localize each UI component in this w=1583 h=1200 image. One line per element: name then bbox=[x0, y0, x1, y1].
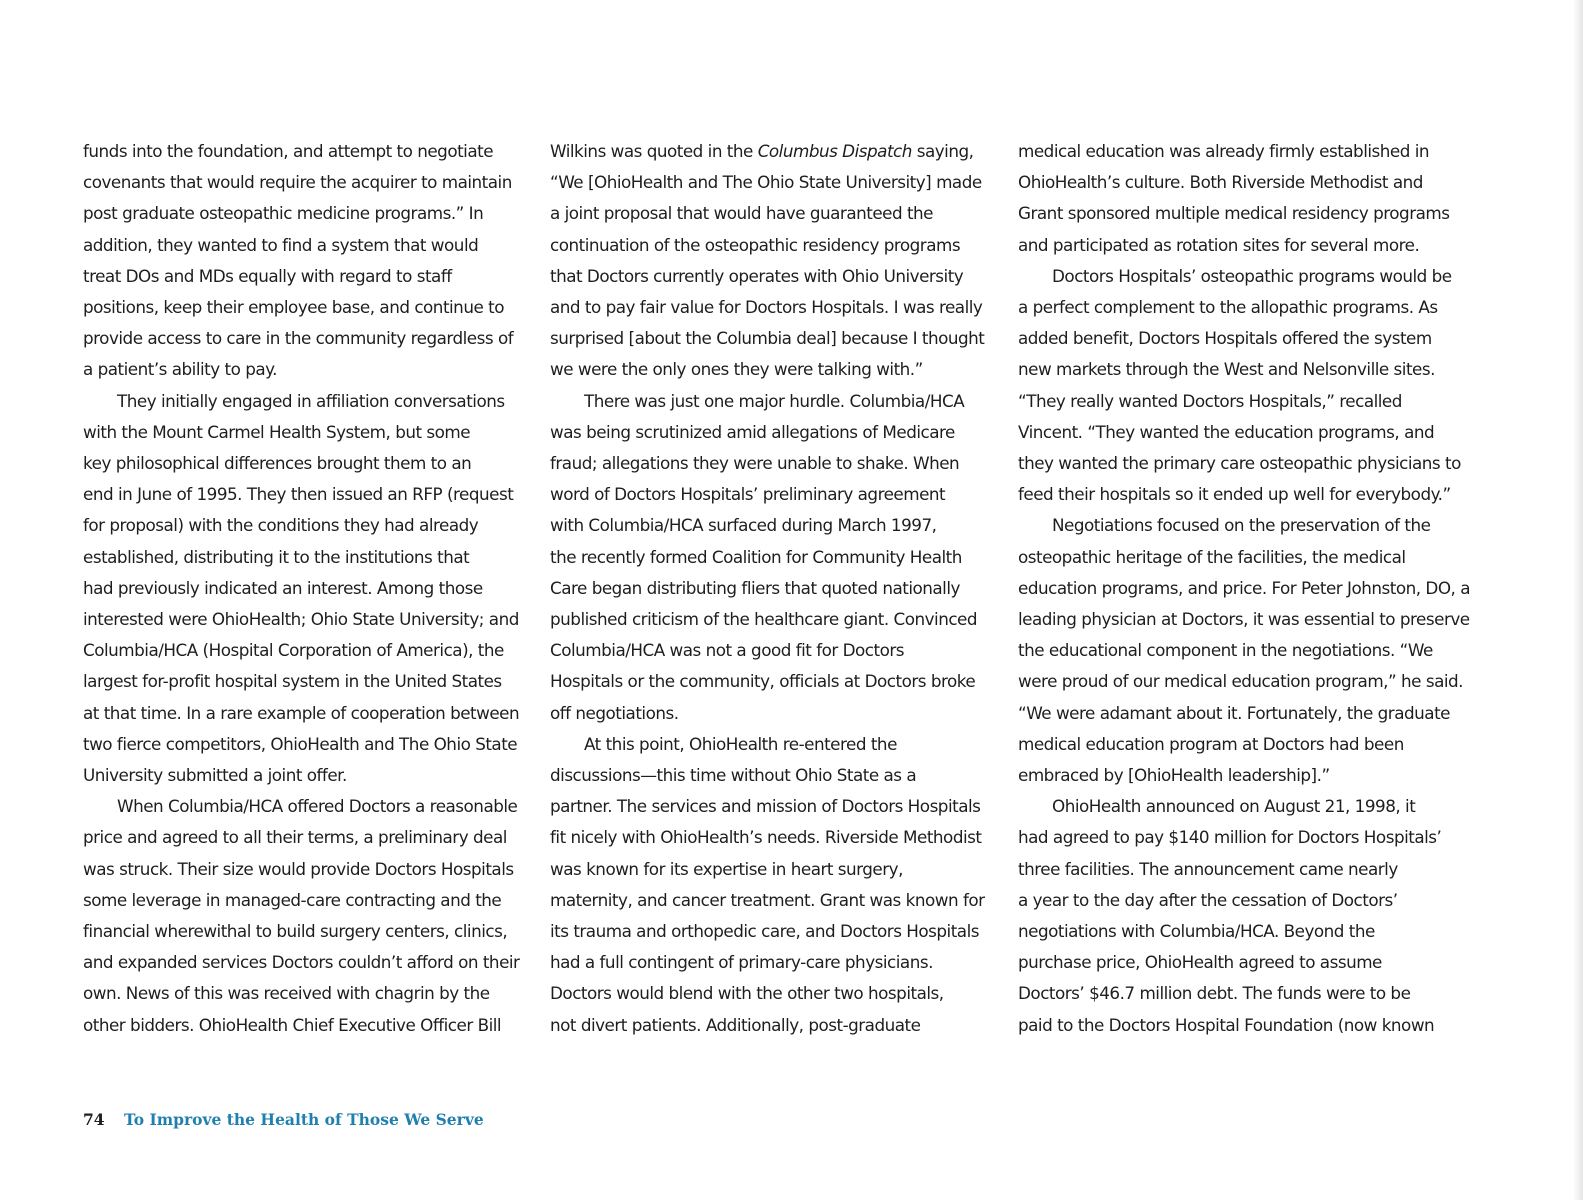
text-line: a year to the day after the cessation of Doctors’ bbox=[1018, 889, 1398, 910]
text-line: published criticism of the healthcare giant. Convinced bbox=[550, 609, 978, 630]
text-line: University submitted a joint offer. bbox=[83, 765, 347, 786]
text-line: the educational component in the negotiations. “We bbox=[1018, 640, 1433, 661]
text-line: was being scrutinized amid allegations of Medicare bbox=[550, 421, 955, 442]
text-fragment: saying, bbox=[911, 141, 974, 161]
text-line: OhioHealth’s culture. Both Riverside Methodist and bbox=[1018, 172, 1423, 193]
text-line: and to pay fair value for Doctors Hospitals. I was really bbox=[550, 297, 983, 318]
text-column-1 bbox=[83, 136, 528, 1041]
text-line: Vincent. “They wanted the education programs, and bbox=[1018, 421, 1435, 442]
text-fragment: Wilkins was quoted in the bbox=[550, 141, 758, 161]
text-line: fraud; allegations they were unable to shake. When bbox=[550, 453, 960, 474]
text-line: provide access to care in the community regardless of bbox=[83, 328, 514, 349]
text-line: Care began distributing fliers that quoted nationally bbox=[550, 577, 960, 598]
text-line: “They really wanted Doctors Hospitals,” recalled bbox=[1018, 390, 1402, 411]
text-line: Negotiations focused on the preservation of the bbox=[1052, 515, 1431, 536]
text-line: Doctors would blend with the other two hospitals, bbox=[550, 983, 944, 1004]
text-line: surprised [about the Columbia deal] because I thought bbox=[550, 328, 985, 349]
text-line: feed their hospitals so it ended up well for everybody.” bbox=[1018, 484, 1451, 505]
text-line: and participated as rotation sites for several more. bbox=[1018, 234, 1420, 255]
text-line: At this point, OhioHealth re-entered the bbox=[584, 733, 897, 754]
text-line: They initially engaged in affiliation conversations bbox=[117, 390, 505, 411]
text-line: at that time. In a rare example of cooperation between bbox=[83, 702, 520, 723]
page-edge-shadow bbox=[1573, 0, 1583, 1200]
text-line: Columbia/HCA (Hospital Corporation of America), the bbox=[83, 640, 504, 661]
text-line: leading physician at Doctors, it was essential to preserve bbox=[1018, 609, 1470, 630]
text-line: was struck. Their size would provide Doctors Hospitals bbox=[83, 858, 514, 879]
text-line: new markets through the West and Nelsonville sites. bbox=[1018, 359, 1435, 380]
text-line: a patient’s ability to pay. bbox=[83, 359, 278, 380]
text-line: medical education was already firmly established in bbox=[1018, 141, 1430, 161]
text-line: a perfect complement to the allopathic programs. As bbox=[1018, 297, 1438, 318]
text-line: own. News of this was received with chagrin by the bbox=[83, 983, 490, 1004]
page-footer bbox=[83, 1107, 484, 1133]
text-line: covenants that would require the acquirer to maintain bbox=[83, 172, 512, 193]
text-line: we were the only ones they were talking with.” bbox=[550, 359, 923, 380]
text-line: positions, keep their employee base, and continue to bbox=[83, 297, 504, 318]
text-line: There was just one major hurdle. Columbia/HCA bbox=[584, 390, 965, 411]
text-line: had a full contingent of primary-care physicians. bbox=[550, 952, 933, 973]
text-line: some leverage in managed-care contracting and the bbox=[83, 889, 502, 910]
text-line: OhioHealth announced on August 21, 1998, it bbox=[1052, 796, 1416, 817]
text-line: was known for its expertise in heart surgery, bbox=[550, 858, 903, 879]
page-number: 74 bbox=[83, 1110, 105, 1129]
text-line: paid to the Doctors Hospital Foundation (now known bbox=[1018, 1014, 1435, 1035]
text-line: key philosophical differences brought them to an bbox=[83, 453, 472, 474]
text-line: osteopathic heritage of the facilities, the medical bbox=[1018, 546, 1406, 567]
text-line: Columbia/HCA was not a good fit for Doctors bbox=[550, 640, 905, 661]
text-line: that Doctors currently operates with Ohio University bbox=[550, 265, 964, 286]
text-line: treat DOs and MDs equally with regard to staff bbox=[83, 265, 452, 286]
text-line: for proposal) with the conditions they had already bbox=[83, 515, 479, 536]
text-line: maternity, and cancer treatment. Grant was known for bbox=[550, 889, 985, 910]
text-line: and expanded services Doctors couldn’t afford on their bbox=[83, 952, 520, 973]
text-column-2 bbox=[550, 136, 995, 1041]
text-line: word of Doctors Hospitals’ preliminary agreement bbox=[550, 484, 946, 505]
text-line: Hospitals or the community, officials at Doctors broke bbox=[550, 671, 976, 692]
text-line: established, distributing it to the institutions that bbox=[83, 546, 470, 567]
text-line: not divert patients. Additionally, post-graduate bbox=[550, 1014, 921, 1035]
text-line: the recently formed Coalition for Community Health bbox=[550, 546, 962, 567]
text-line: discussions—this time without Ohio State as a bbox=[550, 765, 917, 786]
text-line: post graduate osteopathic medicine programs.” In bbox=[83, 203, 484, 224]
text-line: partner. The services and mission of Doctors Hospitals bbox=[550, 796, 981, 817]
text-line: other bidders. OhioHealth Chief Executive Officer Bill bbox=[83, 1014, 502, 1035]
text-line: medical education program at Doctors had been bbox=[1018, 733, 1404, 754]
text-line: were proud of our medical education program,” he said. bbox=[1018, 671, 1464, 692]
text-line: addition, they wanted to find a system that would bbox=[83, 234, 479, 255]
text-line: three facilities. The announcement came nearly bbox=[1018, 858, 1398, 879]
text-line: off negotiations. bbox=[550, 702, 679, 723]
text-line: had agreed to pay $140 million for Doctors Hospitals’ bbox=[1018, 827, 1442, 848]
text-line bbox=[550, 136, 995, 167]
text-line: end in June of 1995. They then issued an RFP (request bbox=[83, 484, 514, 505]
text-line: largest for-profit hospital system in the United States bbox=[83, 671, 502, 692]
text-line: two fierce competitors, OhioHealth and The Ohio State bbox=[83, 733, 518, 754]
running-title: To Improve the Health of Those We Serve bbox=[123, 1110, 484, 1129]
text-line: purchase price, OhioHealth agreed to assume bbox=[1018, 952, 1382, 973]
text-line: “We were adamant about it. Fortunately, the graduate bbox=[1018, 702, 1450, 723]
text-line: a joint proposal that would have guaranteed the bbox=[550, 203, 933, 224]
publication-title: Columbus Dispatch bbox=[757, 141, 912, 161]
text-line: “We [OhioHealth and The Ohio State University] made bbox=[550, 172, 982, 193]
text-line: financial wherewithal to build surgery centers, clinics, bbox=[83, 921, 508, 942]
text-line: added benefit, Doctors Hospitals offered the system bbox=[1018, 328, 1432, 349]
text-line: with Columbia/HCA surfaced during March 1997, bbox=[550, 515, 937, 536]
text-line: negotiations with Columbia/HCA. Beyond the bbox=[1018, 921, 1375, 942]
text-line: Grant sponsored multiple medical residency programs bbox=[1018, 203, 1450, 224]
text-line: When Columbia/HCA offered Doctors a reasonable bbox=[117, 796, 518, 817]
text-line: embraced by [OhioHealth leadership].” bbox=[1018, 765, 1330, 786]
text-line: education programs, and price. For Peter Johnston, DO, a bbox=[1018, 577, 1470, 598]
text-line: they wanted the primary care osteopathic physicians to bbox=[1018, 453, 1461, 474]
text-line: Doctors Hospitals’ osteopathic programs would be bbox=[1052, 265, 1452, 286]
text-line: had previously indicated an interest. Among those bbox=[83, 577, 483, 598]
text-line: price and agreed to all their terms, a preliminary deal bbox=[83, 827, 507, 848]
text-line: interested were OhioHealth; Ohio State University; and bbox=[83, 609, 519, 630]
text-line: fit nicely with OhioHealth’s needs. Riverside Methodist bbox=[550, 827, 982, 848]
text-column-3 bbox=[1018, 136, 1470, 1041]
text-line: its trauma and orthopedic care, and Doctors Hospitals bbox=[550, 921, 979, 942]
text-line: continuation of the osteopathic residency programs bbox=[550, 234, 961, 255]
text-line: with the Mount Carmel Health System, but some bbox=[83, 421, 471, 442]
text-line: Doctors’ $46.7 million debt. The funds were to be bbox=[1018, 983, 1411, 1004]
text-line: funds into the foundation, and attempt to negotiate bbox=[83, 141, 494, 161]
